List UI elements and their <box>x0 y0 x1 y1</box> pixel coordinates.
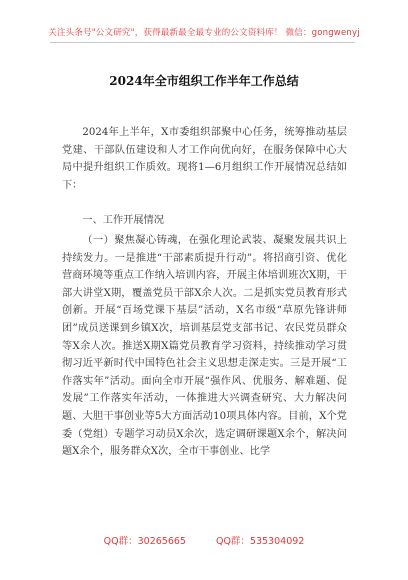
qq-group-2: QQ群：535304092 <box>215 536 305 547</box>
section-heading: 一、工作开展情况 <box>82 215 164 226</box>
qq-group-1: QQ群：30265665 <box>103 536 186 547</box>
body-paragraph: （一）聚焦凝心铸魂，在强化理论武装、凝聚发展共识上持续发力。一是推进“干部素质提升行动”。将招商引资、优化营商环境等重点工作纳入培训内容，开展主体培训班次X期，干部大讲堂X期，覆盖党员干部X余人次。二是抓实党员教育形式创新。开展“百场党课下基层”活动，X名市级“草原先锋讲师团”成员送课到乡镇X次，培训基层党支部书记、农民党员群众等X余人次。推送X期X篇党员教育学习资料，持续推动学习贯彻习近平新时代中国特色社会主义思想走深走实。三是开展“工作落实年”活动。面向全市开展“强作风、优服务、解难题、促发展”工作落实年活动，一体推进大兴调查研究、大力解决问题、大胆干事创业等5大方面活动10项具体内容。目前，X个党委（党组）专题学习动员X余次，选定调研课题X余个，解决问题X余个，服务群众X次，全市干事创业、比学 <box>62 235 347 458</box>
intro-paragraph: 2024年上半年，X市委组织部聚中心任务，统筹推动基层党建、干部队伍建设和人才工作向优向好，在服务保障中心大局中提升组织工作质效。现将1—6月组织工作开展情况总结如下： <box>62 127 347 191</box>
document-title: 2024年全市组织工作半年工作总结 <box>109 74 299 88</box>
promo-banner: 关注头条号"公文研究"，获得最新最全最专业的公文资料库！ 微信：gongwenyj <box>48 28 360 38</box>
footer-contacts <box>0 533 408 547</box>
header-divider <box>50 42 355 43</box>
